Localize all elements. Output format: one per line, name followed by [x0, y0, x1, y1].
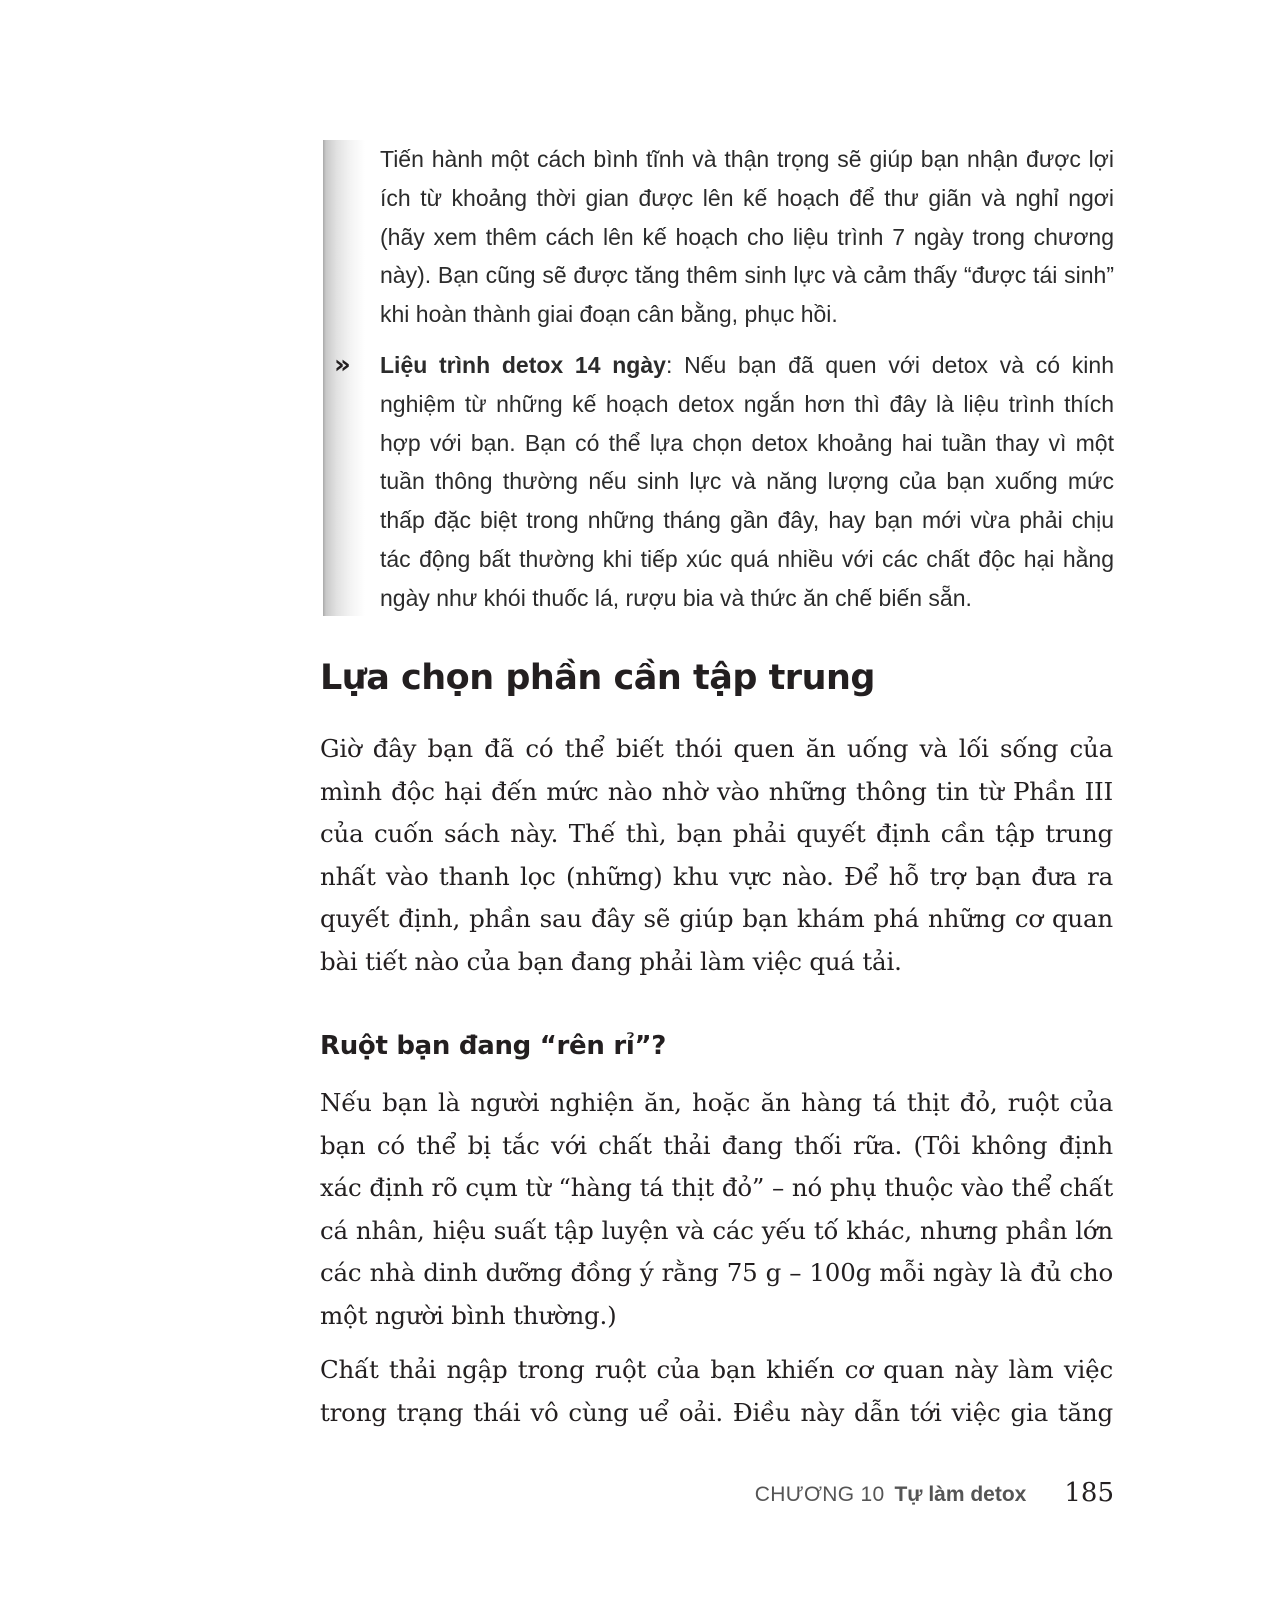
- sidebar-bullet-item: [334, 346, 1115, 618]
- subsection-paragraph-1: Nếu bạn là người nghiện ăn, hoặc ăn hàng tá thịt đỏ, ruột của bạn có thể bị tắc với chất thải đang thối rữa. (Tôi không định xác định rõ cụm từ “hàng tá thịt đỏ” – nó phụ thuộc vào thể chất cá nhân, hiệu suất tập luyện và các yếu tố khác, nhưng phần lớn các nhà dinh dưỡng đồng ý rằng 75 g – 100g mỗi ngày là đủ cho một người bình thường.): [320, 1088, 1113, 1330]
- section-paragraph: Giờ đây bạn đã có thể biết thói quen ăn uống và lối sống của mình độc hại đến mức nào nhờ vào những thông tin từ Phần III của cuốn sách này. Thế thì, bạn phải quyết định cần tập trung nhất vào thanh lọc (những) khu vực nào. Để hỗ trợ bạn đưa ra quyết định, phần sau đây sẽ giúp bạn khám phá những cơ quan bài tiết nào của bạn đang phải làm việc quá tải.: [320, 734, 1113, 976]
- sidebar-box: [323, 140, 1113, 616]
- sidebar-content: [334, 140, 1115, 618]
- subsection-paragraph-2: Chất thải ngập trong ruột của bạn khiến cơ quan này làm việc trong trạng thái vô cùng uể oải. Điều này dẫn tới việc gia tăng: [320, 1355, 1113, 1427]
- footer-chapter-label: CHƯƠNG 10: [754, 1483, 885, 1506]
- bullet-term: Liệu trình detox 14 ngày: [380, 351, 666, 378]
- section-heading: Lựa chọn phần cần tập trung: [320, 658, 875, 698]
- page-footer: [755, 1478, 1114, 1518]
- double-chevron-right-icon: »: [334, 349, 351, 380]
- page-number: 185: [1064, 1478, 1114, 1508]
- footer-chapter-title: Tự làm detox: [894, 1483, 1027, 1506]
- subsection-heading: Ruột bạn đang “rên rỉ”?: [320, 1031, 667, 1061]
- bullet-text: : Nếu bạn đã quen với detox và có kinh nghiệm từ những kế hoạch detox ngắn hơn thì đây là liệu trình thích hợp với bạn. Bạn có thể lựa chọn detox khoảng hai tuần thay vì một tuần thông thường nếu sinh lực và năng lượng của bạn xuống mức thấp đặc biệt trong những tháng gần đây, hay bạn mới vừa phải chịu tác động bất thường khi tiếp xúc quá nhiều với các chất độc hại hằng ngày như khói thuốc lá, rượu bia và thức ăn chế biến sẵn.: [380, 351, 1115, 611]
- sidebar-intro-paragraph: Tiến hành một cách bình tĩnh và thận trọng sẽ giúp bạn nhận được lợi ích từ khoảng thời gian được lên kế hoạch để thư giãn và nghỉ ngơi (hãy xem thêm cách lên kế hoạch cho liệu trình 7 ngày trong chương này). Bạn cũng sẽ được tăng thêm sinh lực và cảm thấy “được tái sinh” khi hoàn thành giai đoạn cân bằng, phục hồi.: [380, 146, 1114, 328]
